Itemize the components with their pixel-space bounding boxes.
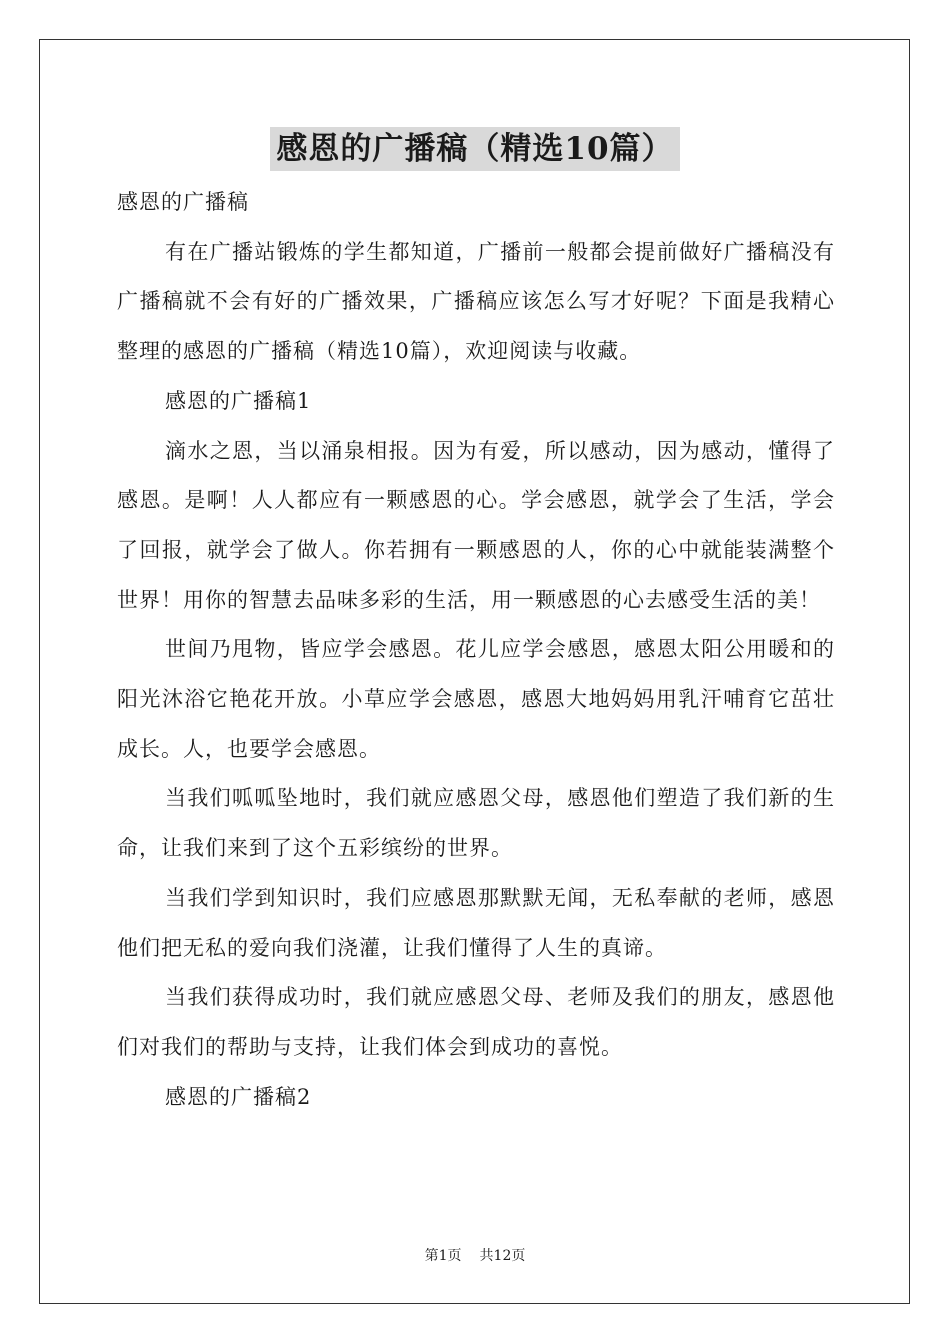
page-total: 共12页 bbox=[479, 1248, 526, 1264]
document-body bbox=[117, 178, 835, 1122]
paragraph-intro: 有在广播站锻炼的学生都知道，广播前一般都会提前做好广播稿没有广播稿就不会有好的广播效果，广播稿应该怎么写才好呢？下面是我精心整理的感恩的广播稿（精选10篇），欢迎阅读与收藏。 bbox=[117, 239, 835, 364]
document-title: 感恩的广播稿（精选10篇） bbox=[270, 127, 679, 171]
paragraph: 当我们呱呱坠地时，我们就应感恩父母，感恩他们塑造了我们新的生命，让我们来到了这个五彩缤纷的世界。 bbox=[117, 786, 835, 861]
paragraph-subtitle: 感恩的广播稿 bbox=[117, 190, 249, 214]
section-heading-2: 感恩的广播稿2 bbox=[165, 1084, 312, 1109]
title-wrap bbox=[0, 127, 950, 171]
paragraph: 世间乃甩物，皆应学会感恩。花儿应学会感恩，感恩太阳公用暖和的阳光沐浴它艳花开放。小草应学会感恩，感恩大地妈妈用乳汗哺育它茁壮成长。人，也要学会感恩。 bbox=[117, 637, 835, 761]
page-footer bbox=[0, 1246, 950, 1266]
page-number: 第1页 bbox=[424, 1248, 462, 1264]
paragraph: 当我们学到知识时，我们应感恩那默默无闻，无私奉献的老师，感恩他们把无私的爱向我们浇灌，让我们懂得了人生的真谛。 bbox=[117, 885, 835, 960]
section-heading-1: 感恩的广播稿1 bbox=[165, 388, 312, 413]
paragraph: 当我们获得成功时，我们就应感恩父母、老师及我们的朋友，感恩他们对我们的帮助与支持，让我们体会到成功的喜悦。 bbox=[117, 985, 835, 1059]
paragraph: 滴水之恩，当以涌泉相报。因为有爱，所以感动，因为感动，懂得了感恩。是啊！人人都应有一颗感恩的心。学会感恩，就学会了生活，学会了回报，就学会了做人。你若拥有一颗感恩的人，你的心中就能装满整个世界！用你的智慧去品味多彩的生活，用一颗感恩的心去感受生活的美！ bbox=[117, 438, 835, 612]
